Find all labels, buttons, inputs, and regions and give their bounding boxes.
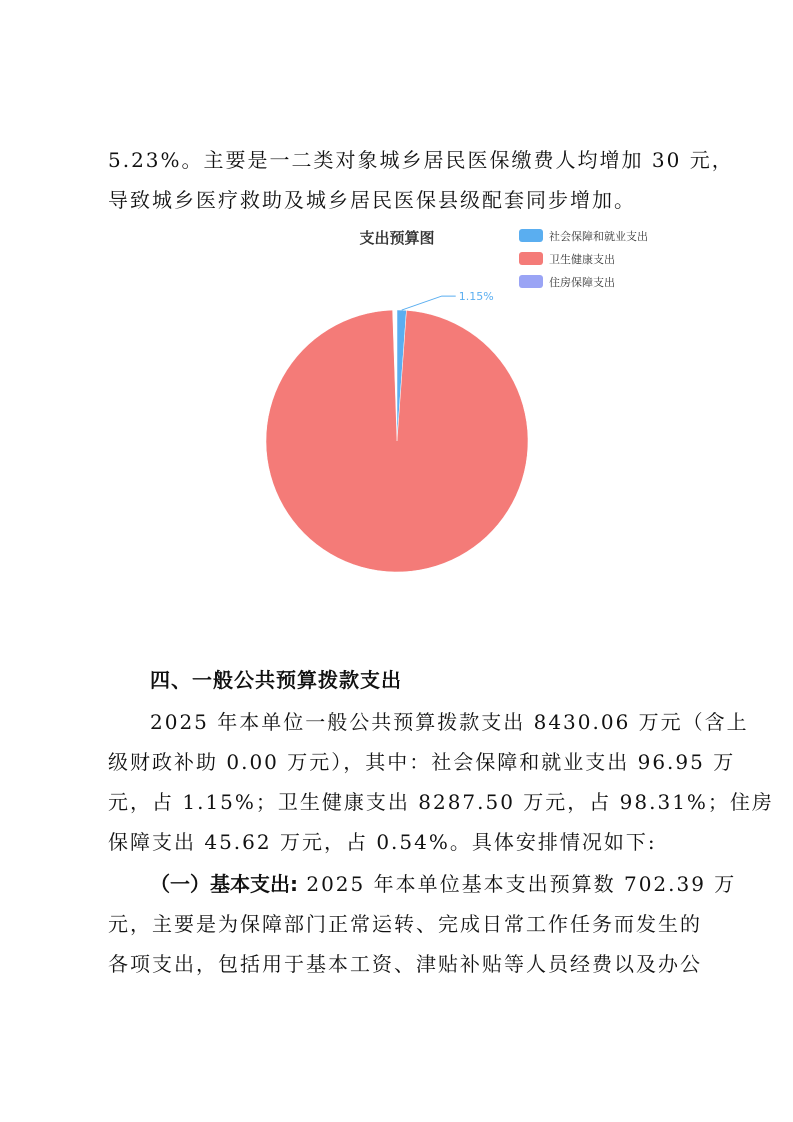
body-text-run: 2025 年本单位基本支出预算数 702.39 万 [298, 872, 737, 896]
subsection-line [150, 870, 736, 898]
body-text-line: 各项支出，包括用于基本工资、津贴补贴等人员经费以及办公 [108, 952, 702, 976]
chart-legend [519, 229, 648, 289]
body-text-line: 级财政补助 0.00 万元），其中：社会保障和就业支出 96.95 万 [108, 750, 736, 774]
body-text-line: 导致城乡医疗救助及城乡居民医保县级配套同步增加。 [108, 188, 636, 212]
pie-slices [266, 310, 528, 572]
chart-title: 支出预算图 [359, 229, 435, 247]
legend-swatch [519, 229, 543, 242]
section-heading: 四、一般公共预算拨款支出 [150, 668, 402, 692]
pie-labels [402, 290, 494, 310]
legend-swatch [519, 252, 543, 265]
pie-chart [0, 215, 793, 605]
legend-label: 社会保障和就业支出 [549, 230, 648, 243]
body-text-line: 元，占 1.15%；卫生健康支出 8287.50 万元，占 98.31%；住房 [108, 790, 774, 814]
body-text-line: 2025 年本单位一般公共预算拨款支出 8430.06 万元（含上 [150, 710, 749, 734]
body-text-line: 元，主要是为保障部门正常运转、完成日常工作任务而发生的 [108, 912, 702, 936]
body-text-line: 保障支出 45.62 万元，占 0.54%。具体安排情况如下: [108, 830, 657, 854]
body-text-line: 5.23%。主要是一二类对象城乡居民医保缴费人均增加 30 元， [108, 148, 734, 172]
legend-label: 卫生健康支出 [549, 253, 615, 266]
pie-data-label: 1.15% [458, 290, 494, 304]
label-leader-line [402, 296, 456, 310]
legend-swatch [519, 275, 543, 288]
subsection-label: （一）基本支出: [150, 872, 298, 896]
legend-label: 住房保障支出 [549, 276, 615, 289]
